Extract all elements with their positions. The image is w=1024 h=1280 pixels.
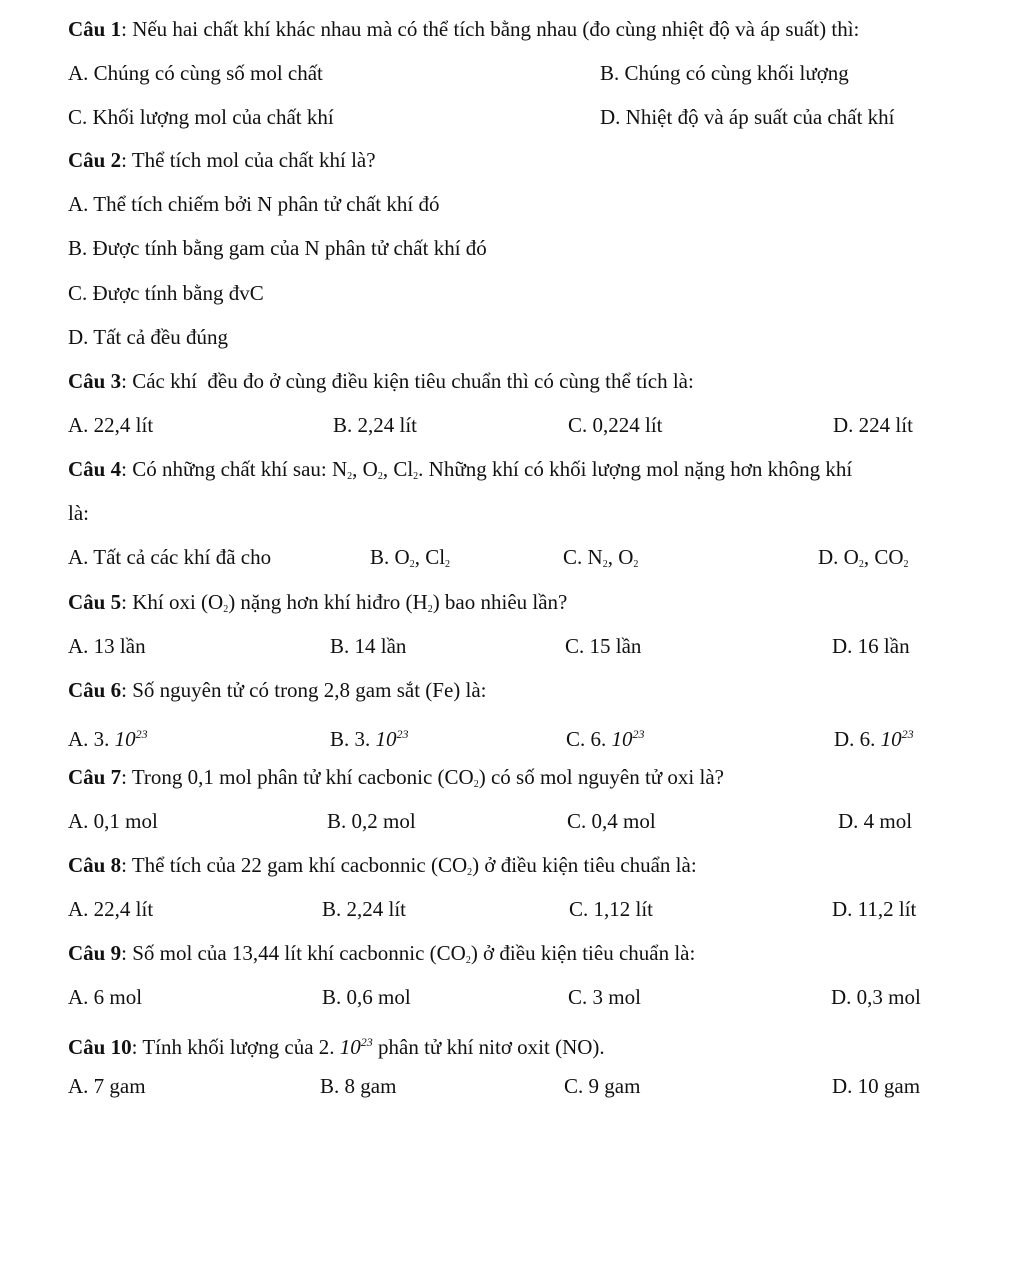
q10-option-d: D. 10 gam — [832, 1074, 921, 1098]
q3-option-b: B. 2,24 lít — [333, 413, 418, 437]
q2-option-b: B. Được tính bằng gam của N phân tử chất khí đó — [68, 236, 487, 260]
question-10: Câu 10: Tính khối lượng của 2. $10^{23}$ phân tử khí nitơ oxit (NO). — [68, 1035, 605, 1059]
q3-option-a: A. 22,4 lít — [68, 413, 154, 437]
question-1: Câu 1: Nếu hai chất khí khác nhau mà có thể tích bằng nhau (đo cùng nhiệt độ và áp suất) thì: — [68, 17, 860, 41]
q2-option-d: D. Tất cả đều đúng — [68, 325, 228, 349]
question-label: Câu 5 — [68, 590, 122, 614]
q8-option-b: B. 2,24 lít — [322, 897, 407, 921]
question-label: Câu 7 — [68, 765, 122, 789]
question-6: Câu 6: Số nguyên tử có trong 2,8 gam sắt (Fe) là: — [68, 678, 487, 702]
question-2: Câu 2: Thể tích mol của chất khí là? — [68, 148, 376, 172]
question-3: Câu 3: Các khí đều đo ở cùng điều kiện tiêu chuẩn thì có cùng thể tích là: — [68, 369, 694, 393]
q4-option-d: D. $O_2$, $CO_2$ — [818, 545, 909, 570]
q7-option-b: B. 0,2 mol — [327, 809, 416, 833]
question-label: Câu 10 — [68, 1035, 132, 1059]
q6-option-c: C. 6. $10^{23}$ — [566, 727, 645, 751]
q6-option-d: D. 6. $10^{23}$ — [834, 727, 914, 751]
q6-option-a: A. 3. $10^{23}$ — [68, 727, 148, 751]
q8-option-a: A. 22,4 lít — [68, 897, 154, 921]
q1-option-c: C. Khối lượng mol của chất khí — [68, 105, 334, 129]
question-8: Câu 8: Thể tích của 22 gam khí cacbonnic $(CO_2)$ ở điều kiện tiêu chuẩn là: — [68, 853, 697, 878]
q6-option-b: B. 3. $10^{23}$ — [330, 727, 409, 751]
q5-option-d: D. 16 lần — [832, 634, 910, 658]
q4-option-b: B. $O_2$, $Cl_2$ — [370, 545, 451, 570]
question-4-line2: là: — [68, 501, 89, 525]
q2-option-c: C. Được tính bằng đvC — [68, 281, 264, 305]
question-7: Câu 7: Trong 0,1 mol phân tử khí cacbonic $(CO_2)$ có số mol nguyên tử oxi là? — [68, 765, 724, 790]
q9-option-d: D. 0,3 mol — [831, 985, 921, 1009]
question-label: Câu 9 — [68, 941, 122, 965]
q4-option-a: A. Tất cả các khí đã cho — [68, 545, 272, 569]
q1-option-d: D. Nhiệt độ và áp suất của chất khí — [600, 105, 895, 129]
q10-option-c: C. 9 gam — [564, 1074, 641, 1098]
q9-option-b: B. 0,6 mol — [322, 985, 411, 1009]
q1-option-a: A. Chúng có cùng số mol chất — [68, 61, 323, 85]
question-label: Câu 1 — [68, 17, 122, 41]
question-label: Câu 4 — [68, 457, 122, 481]
question-label: Câu 6 — [68, 678, 122, 702]
question-label: Câu 8 — [68, 853, 122, 877]
q1-option-b: B. Chúng có cùng khối lượng — [600, 61, 849, 85]
q7-option-c: C. 0,4 mol — [567, 809, 656, 833]
q5-option-c: C. 15 lần — [565, 634, 642, 658]
q5-option-a: A. 13 lần — [68, 634, 146, 658]
question-9: Câu 9: Số mol của 13,44 lít khí cacbonnic $(CO_2)$ ở điều kiện tiêu chuẩn là: — [68, 941, 696, 966]
q4-option-c: C. $N_2$, $O_2$ — [563, 545, 639, 570]
q7-option-d: D. 4 mol — [838, 809, 913, 833]
q2-option-a: A. Thể tích chiếm bởi N phân tử chất khí đó — [68, 192, 440, 216]
q10-option-b: B. 8 gam — [320, 1074, 397, 1098]
q10-option-a: A. 7 gam — [68, 1074, 146, 1098]
q3-option-d: D. 224 lít — [833, 413, 913, 437]
q9-option-a: A. 6 mol — [68, 985, 143, 1009]
q5-option-b: B. 14 lần — [330, 634, 407, 658]
q3-option-c: C. 0,224 lít — [568, 413, 663, 437]
question-4: Câu 4: Có những chất khí sau: $N_2$, $O_2$, $Cl_2$. Những khí có khối lượng mol nặng hơn không khí — [68, 457, 853, 482]
q8-option-c: C. 1,12 lít — [569, 897, 654, 921]
question-label: Câu 2 — [68, 148, 122, 172]
question-label: Câu 3 — [68, 369, 122, 393]
question-5: Câu 5: Khí oxi $(O_2)$ nặng hơn khí hiđro $(H_2)$ bao nhiêu lần? — [68, 590, 568, 615]
q8-option-d: D. 11,2 lít — [832, 897, 917, 921]
q7-option-a: A. 0,1 mol — [68, 809, 158, 833]
q9-option-c: C. 3 mol — [568, 985, 641, 1009]
